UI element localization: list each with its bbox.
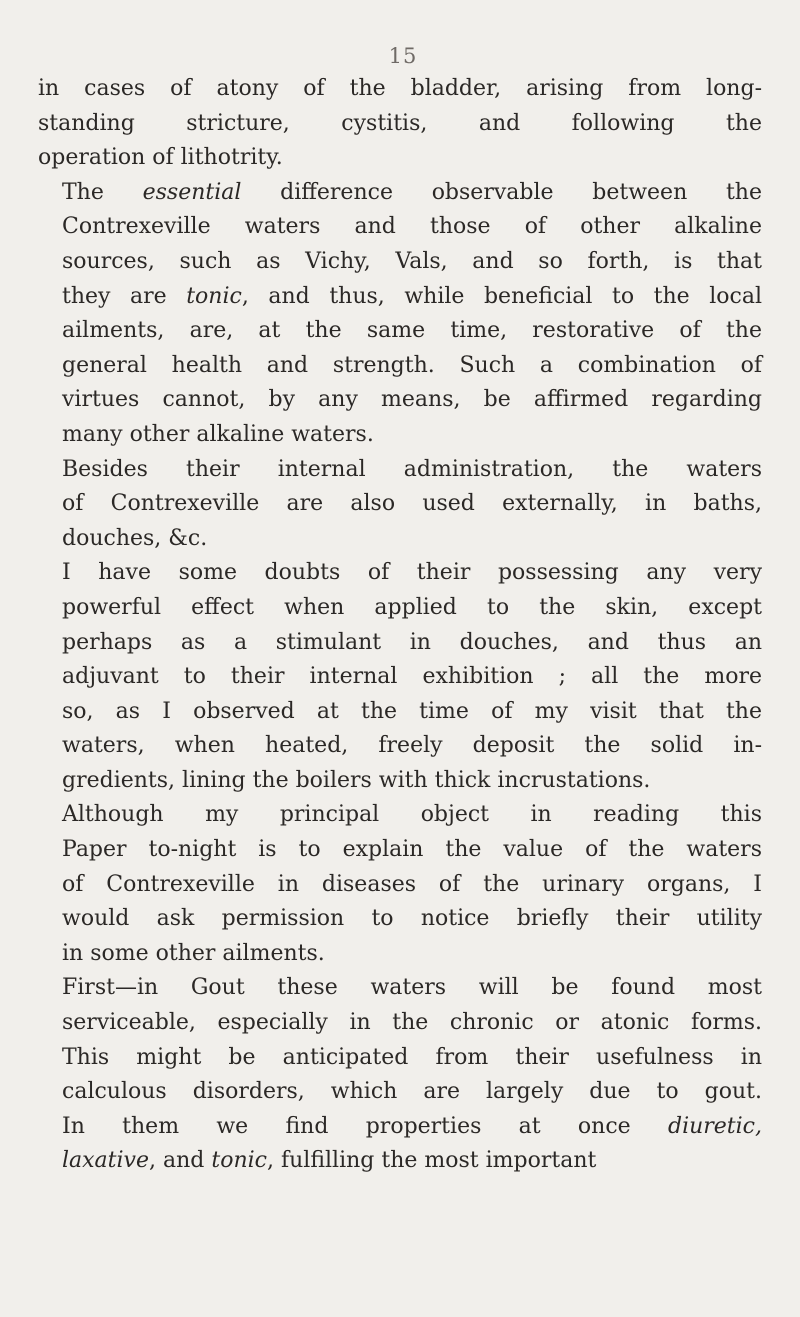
text-line [38,868,762,903]
text-run: powerful effect when applied to the skin, except [62,594,762,620]
text-run: they are [62,283,187,309]
paragraph [38,176,762,453]
italic-text: tonic [211,1148,267,1174]
text-line [38,1075,762,1110]
text-run: , and [149,1148,212,1174]
text-line [38,1110,762,1145]
text-line [38,660,762,695]
text-run: so, as I observed at the time of my visit that the [62,698,762,724]
text-run: The [62,179,143,205]
text-line [38,833,762,868]
text-line [38,971,762,1006]
text-line [38,1041,762,1076]
paragraph [38,798,762,971]
text-run: operation of lithotrity. [38,145,283,171]
text-line [38,210,762,245]
italic-text: laxative [62,1148,150,1174]
text-line [38,798,762,833]
text-run: First—in Gout these waters will be found most [62,975,762,1001]
text-run: sources, such as Vichy, Vals, and so forth, is that [62,248,762,274]
text-line [38,314,762,349]
italic-text: essential [142,179,242,205]
text-line [38,1006,762,1041]
text-run: in some other ailments. [62,940,325,966]
text-line [38,245,762,280]
text-run: Although my principal object in reading this [62,802,762,828]
text-run: This might be anticipated from their usefulness in [62,1044,762,1070]
paragraph [38,453,762,557]
text-run: adjuvant to their internal exhibition ; all the more [62,664,762,690]
text-run: perhaps as a stimulant in douches, and thus an [62,629,762,655]
text-run: Besides their internal administration, the waters [62,456,762,482]
text-line [38,695,762,730]
text-run: In them we find properties at once [62,1113,668,1139]
text-run: douches, &c. [62,525,208,551]
text-run: , fulfilling the most important [267,1148,597,1174]
text-line [38,556,762,591]
text-line [38,280,762,315]
text-line [38,626,762,661]
text-line [38,141,762,176]
text-run: of Contrexeville are also used externally, in baths, [62,491,762,517]
italic-text: diuretic, [667,1113,762,1139]
paragraph [38,971,762,1179]
text-line [38,453,762,488]
text-line [38,418,762,453]
paragraph [38,72,762,176]
text-run: standing stricture, cystitis, and following the [38,110,762,136]
text-run: difference observable between the [241,179,762,205]
italic-text: tonic [186,283,242,309]
text-line [38,349,762,384]
text-line [38,591,762,626]
text-run: Contrexeville waters and those of other alkaline [62,214,762,240]
text-line [38,522,762,557]
page-number: 15 [388,44,418,68]
text-run: ailments, are, at the same time, restorative of the [62,318,762,344]
text-run: of Contrexeville in diseases of the urinary organs, I [62,871,762,897]
text-line [38,729,762,764]
text-run: would ask permission to notice briefly their utility [62,906,762,932]
text-run: serviceable, especially in the chronic or atonic forms. [62,1010,762,1036]
text-run: many other alkaline waters. [62,421,374,447]
text-line [38,72,762,107]
text-run: waters, when heated, freely deposit the solid in- [62,733,762,759]
text-line [38,937,762,972]
paragraph [38,556,762,798]
text-line [38,902,762,937]
text-line [38,764,762,799]
text-run: Paper to-night is to explain the value of the waters [62,837,762,863]
text-run: gredients, lining the boilers with thick incrustations. [62,767,651,793]
text-line [38,176,762,211]
text-run: , and thus, while beneficial to the local [241,283,762,309]
text-run: general health and strength. Such a combination of [62,352,762,378]
text-line [38,107,762,142]
text-run: in cases of atony of the bladder, arising from long- [38,76,762,101]
text-line [38,1144,762,1179]
text-run: virtues cannot, by any means, be affirmed regarding [62,387,762,413]
body-text [38,72,762,1179]
text-line [38,487,762,522]
text-run: calculous disorders, which are largely due to gout. [62,1079,762,1105]
text-line [38,383,762,418]
text-run: I have some doubts of their possessing any very [62,560,762,586]
